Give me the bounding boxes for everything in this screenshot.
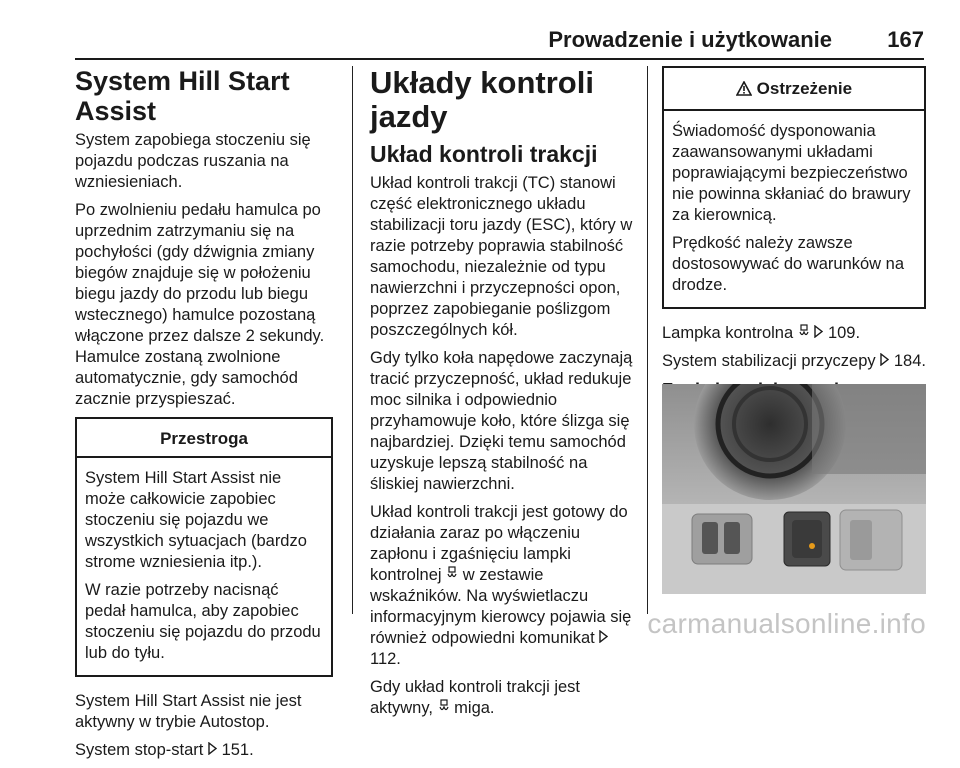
page-number: 167 <box>887 27 924 52</box>
column-divider <box>352 66 353 614</box>
dashboard-switch-photo <box>662 384 926 594</box>
section-heading: System Hill Start Assist <box>75 66 290 126</box>
arrow-reference-icon <box>814 323 823 344</box>
reference-text: System stop-start <box>75 741 204 759</box>
paragraph: Układ kontroli trakcji (TC) stanowi część elektronicznego układu stabilizacji toru jazdy (ESC), który w razie potrzeby poprawia stabilność samochodu, niezależnie od typu nawierzchni i przyczepności opon, poprzez zapobieganie poślizgom poszczególnych kół. <box>370 174 633 339</box>
caution-title: Przestroga <box>77 419 331 458</box>
warning-text: Świadomość dysponowania zaawansowanymi układami poprawiającymi bezpieczeństwo nie powinna skłaniać do brawury za kierownicą. <box>672 122 911 224</box>
page-ref: 109. <box>827 324 861 342</box>
paragraph: System Hill Start Assist nie jest aktywny w trybie Autostop. <box>75 692 302 731</box>
page-ref: 151. <box>221 741 254 759</box>
page-ref: 184. <box>893 352 926 370</box>
header-rule <box>75 58 924 60</box>
watermark: carmanualsonline.info <box>647 608 926 639</box>
warning-title: Ostrzeżenie <box>664 68 924 111</box>
warning-box <box>662 66 926 309</box>
paragraph: Gdy układ kontroli trakcji jest aktywny, miga. <box>370 678 580 717</box>
column-right <box>662 66 926 429</box>
cross-reference[interactable]: System stabilizacji przyczepy 184. <box>662 352 926 370</box>
column-middle <box>370 66 636 726</box>
cross-reference[interactable]: Lampka kontrolna 109. <box>662 324 861 342</box>
traction-control-icon <box>798 323 810 344</box>
cross-reference[interactable] <box>75 740 333 761</box>
caution-box <box>75 417 333 677</box>
arrow-reference-icon <box>599 628 608 649</box>
paragraph: System zapobiega stoczeniu się pojazdu podczas ruszania na wzniesieniach. <box>75 131 311 191</box>
column-divider <box>647 66 648 614</box>
caution-text: W razie potrzeby nacisnąć pedał hamulca, aby zapobiec stoczeniu się pojazdu do przodu lub do tyłu. <box>85 581 321 662</box>
column-left <box>75 66 333 768</box>
paragraph: Układ kontroli trakcji jest gotowy do działania zaraz po włączeniu zapłonu i zgaśnięciu lampki kontrolnej w zestawie wskaźników. Na wyświetlaczu informacyjnym kierowcy pojawia się również odpowiedni komunikat 112. <box>370 503 632 668</box>
traction-control-icon <box>438 698 450 719</box>
caution-text: System Hill Start Assist nie może całkowicie zapobiec stoczeniu się pojazdu we wszystkich sytuacjach (bardzo strome wzniesienia itp.). <box>85 469 307 571</box>
section-heading: Układy kontroli jazdy <box>370 65 594 134</box>
arrow-reference-icon <box>208 740 217 761</box>
paragraph: Gdy tylko koła napędowe zaczynają tracić przyczepność, układ redukuje moc silnika i odpowiednio przyhamowuje koło, które ślizga się najbardziej. Dzięki temu samochód uzyskuje lepszą stabilność na śliskiej nawierzchni. <box>370 349 633 493</box>
page-ref[interactable]: 112. <box>370 650 401 668</box>
warning-text: Prędkość należy zawsze dostosowywać do warunków na drodze. <box>672 234 905 294</box>
page-header-title: Prowadzenie i użytkowanie <box>548 27 832 52</box>
subsection-heading: Układ kontroli trakcji <box>370 141 598 167</box>
arrow-reference-icon <box>880 351 889 372</box>
paragraph: Po zwolnieniu pedału hamulca po uprzednim zatrzymaniu się na pochyłości (gdy dźwignia zmiany biegów znajduje się w położeniu biegu jazdy do przodu lub biegu wstecznego) hamulce pozostaną włączone przez dalsze 2 sekundy. Hamulce zostaną zwolnione automatycznie, gdy samochód zacznie przyspieszać. <box>75 201 325 408</box>
traction-control-icon <box>446 565 458 586</box>
warning-icon <box>736 79 757 98</box>
